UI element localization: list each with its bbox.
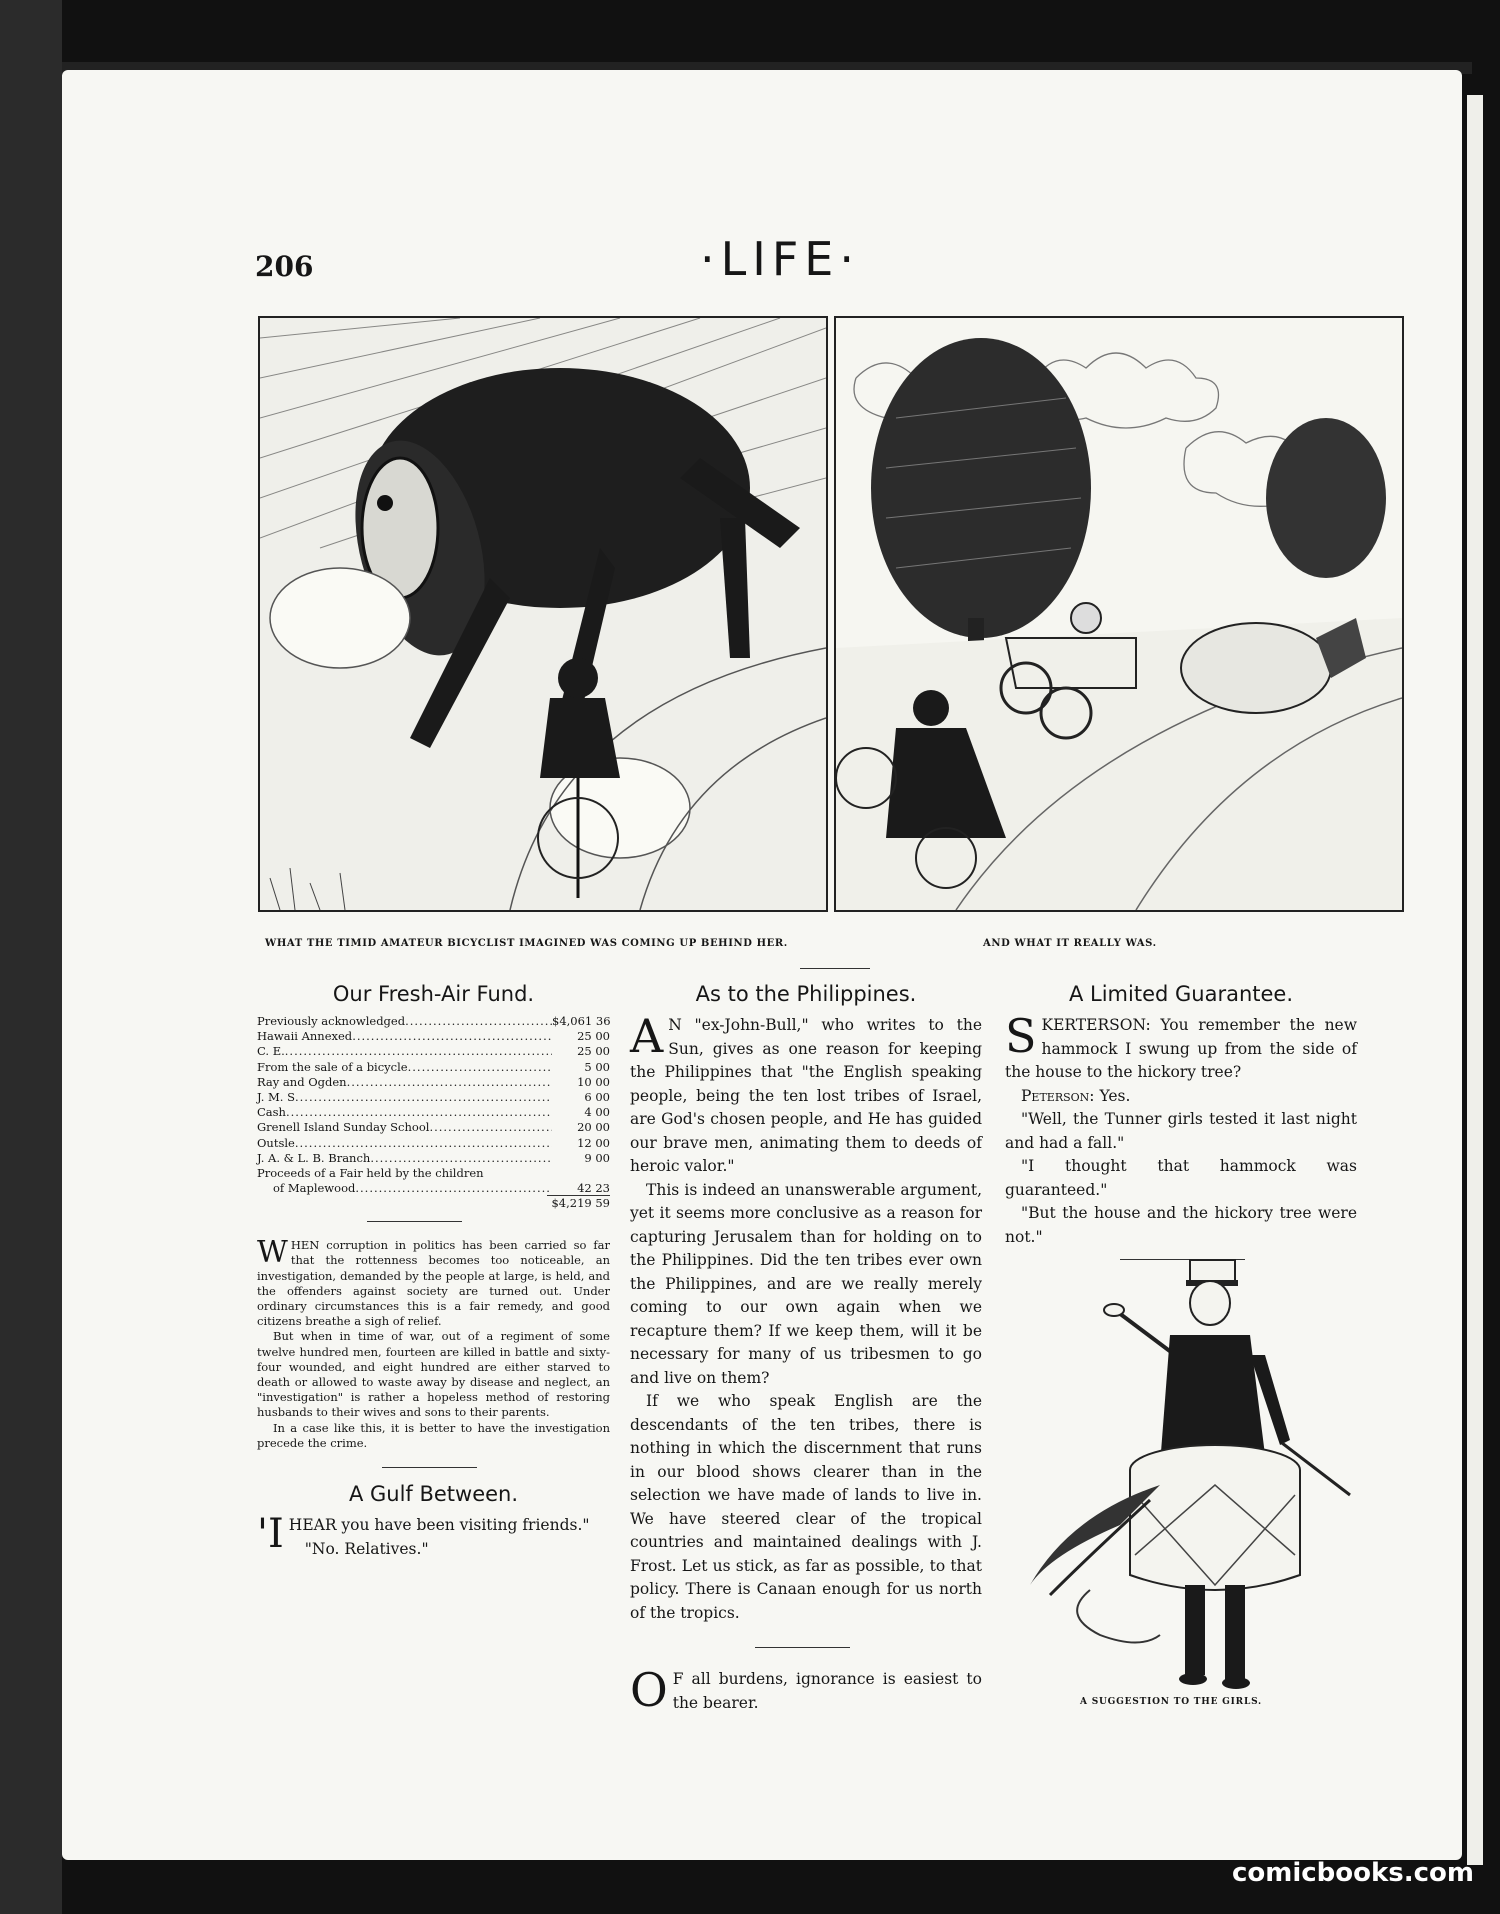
column-middle bbox=[630, 982, 982, 1715]
corruption-paragraph-2: But when in time of war, out of a regiment of some twelve hundred men, fourteen are killed in battle and sixty-four wounded, and eight hundred are either starved to death or allowed to waste away by disease and neglect, an "investigation" is rather a hopeless method of restoring husbands to their wives and sons to their parents. bbox=[257, 1329, 610, 1420]
divider bbox=[800, 968, 870, 969]
column-right bbox=[1005, 982, 1357, 1260]
scan-left-edge bbox=[0, 0, 62, 1914]
guarantee-paragraph-4: "I thought that hammock was guaranteed." bbox=[1005, 1157, 1357, 1199]
gulf-line-1: 'IHEAR you have been visiting friends." bbox=[257, 1511, 590, 1558]
guarantee-paragraph-5: "But the house and the hickory tree were not." bbox=[1005, 1204, 1357, 1246]
guarantee-article bbox=[1005, 1009, 1357, 1249]
fund-list bbox=[257, 1014, 610, 1211]
column-left bbox=[257, 982, 610, 1561]
guarantee-paragraph-3: "Well, the Tunner girls tested it last night and had a fall." bbox=[1005, 1110, 1357, 1152]
gulf-article bbox=[257, 1511, 610, 1561]
next-page-edge bbox=[1462, 95, 1483, 1865]
illustration-imagined bbox=[258, 316, 828, 912]
country-road-drawing bbox=[836, 318, 1402, 910]
fund-row-fair: Proceeds of a Fair held by the children bbox=[257, 1165, 484, 1180]
fund-row: Hawaii Annexed ..... 25 00 bbox=[257, 1029, 610, 1044]
illustration-reality bbox=[834, 316, 1404, 912]
guarantee-heading: A Limited Guarantee. bbox=[1068, 982, 1294, 1006]
philippines-paragraph-3: If we who speak English are the descendants of the ten tribes, there is nothing in which the discernment that runs in our blood shows clearer than in the selection we have made of lands to live in. We have steered clear of the tropical countries and maintained dealings with J. Frost. Let us stick, as far as possible, to that policy. There is Canaan enough for us north of the tropics. bbox=[630, 1392, 982, 1622]
divider bbox=[367, 1221, 462, 1222]
fund-total: $4,219 59 bbox=[257, 1196, 610, 1211]
illustration-caption-right: AND WHAT IT REALLY WAS. bbox=[983, 938, 1157, 949]
fund-row: J. A. & L. B. Branch ..... 9 00 bbox=[257, 1151, 610, 1166]
fund-row: J. M. S ..... 6 00 bbox=[257, 1090, 610, 1105]
fund-heading: Our Fresh-Air Fund. bbox=[332, 982, 535, 1006]
fund-row-fair-cont: of Maplewood ..... 42 23 bbox=[257, 1181, 610, 1196]
gulf-heading: A Gulf Between. bbox=[348, 1482, 519, 1507]
runaway-horse-drawing bbox=[260, 318, 826, 910]
burdens-article bbox=[630, 1663, 982, 1717]
source-watermark: comicbooks.com bbox=[1231, 1858, 1474, 1888]
fund-row: Outsle ..... 12 00 bbox=[257, 1136, 610, 1151]
divider bbox=[755, 1647, 850, 1648]
fund-row: From the sale of a bicycle ..... 5 00 bbox=[257, 1060, 610, 1075]
corruption-article bbox=[257, 1235, 610, 1451]
fund-row: Cash ..... 4 00 bbox=[257, 1105, 610, 1120]
philippines-paragraph-2: This is indeed an unanswerable argument, yet it seems more conclusive as a reason for capturing Jerusalem than for holding on to the Philippines. Did the ten tribes ever own the Philippines, and are we really merely coming to our own again when we recapture them? If we keep them, will it be necessary for many of us tribesmen to go and live on them? bbox=[630, 1180, 982, 1387]
philippines-article bbox=[630, 1009, 982, 1625]
masthead-title: ·LIFE· bbox=[700, 232, 860, 286]
philippines-paragraph-1: A N "ex-John-Bull," who writes to the Sun, gives as one reason for keeping the Philippines that "the English speaking people, being the ten lost tribes of Israel, are God's chosen people, and He has guided our brave men, animating them to deeds of heroic valor." bbox=[630, 1009, 982, 1175]
corruption-paragraph-3: In a case like this, it is better to have the investigation precede the crime. bbox=[257, 1420, 610, 1450]
corruption-paragraph-1: WHEN corruption in politics has been carried so far that the rottenness becomes too noticeable, an investigation, demanded by the people at large, is held, and the offenders against society are turned out. Under ordinary circumstances this is a fair remedy, and good citizens breathe a sigh of relief. bbox=[257, 1235, 610, 1329]
philippines-heading: As to the Philippines. bbox=[695, 982, 917, 1006]
drummer-illustration bbox=[1010, 1255, 1370, 1705]
drummer-girl-drawing bbox=[1010, 1255, 1370, 1705]
guarantee-paragraph-1: SKERTERSON: You remember the new hammock I swung up from the side of the house to the hickory tree? bbox=[1005, 1009, 1357, 1081]
fund-row: C. E. ..... 25 00 bbox=[257, 1044, 610, 1059]
guarantee-paragraph-2: Peterson: Yes. bbox=[1021, 1086, 1131, 1105]
divider bbox=[382, 1467, 477, 1468]
illustration-caption-left: WHAT THE TIMID AMATEUR BICYCLIST IMAGINED WAS COMING UP BEHIND HER. bbox=[265, 938, 788, 949]
fund-row: Previously acknowledged ..... $4,061 36 bbox=[257, 1014, 610, 1029]
page-number: 206 bbox=[255, 250, 314, 283]
fund-row: Grenell Island Sunday School ..... 20 00 bbox=[257, 1120, 610, 1135]
gulf-line-2: "No. Relatives." bbox=[304, 1539, 429, 1558]
fund-row: Ray and Ogden ..... 10 00 bbox=[257, 1075, 610, 1090]
burdens-paragraph: O F all burdens, ignorance is easiest to the bearer. bbox=[630, 1663, 982, 1717]
drummer-caption: A SUGGESTION TO THE GIRLS. bbox=[1080, 1697, 1262, 1707]
